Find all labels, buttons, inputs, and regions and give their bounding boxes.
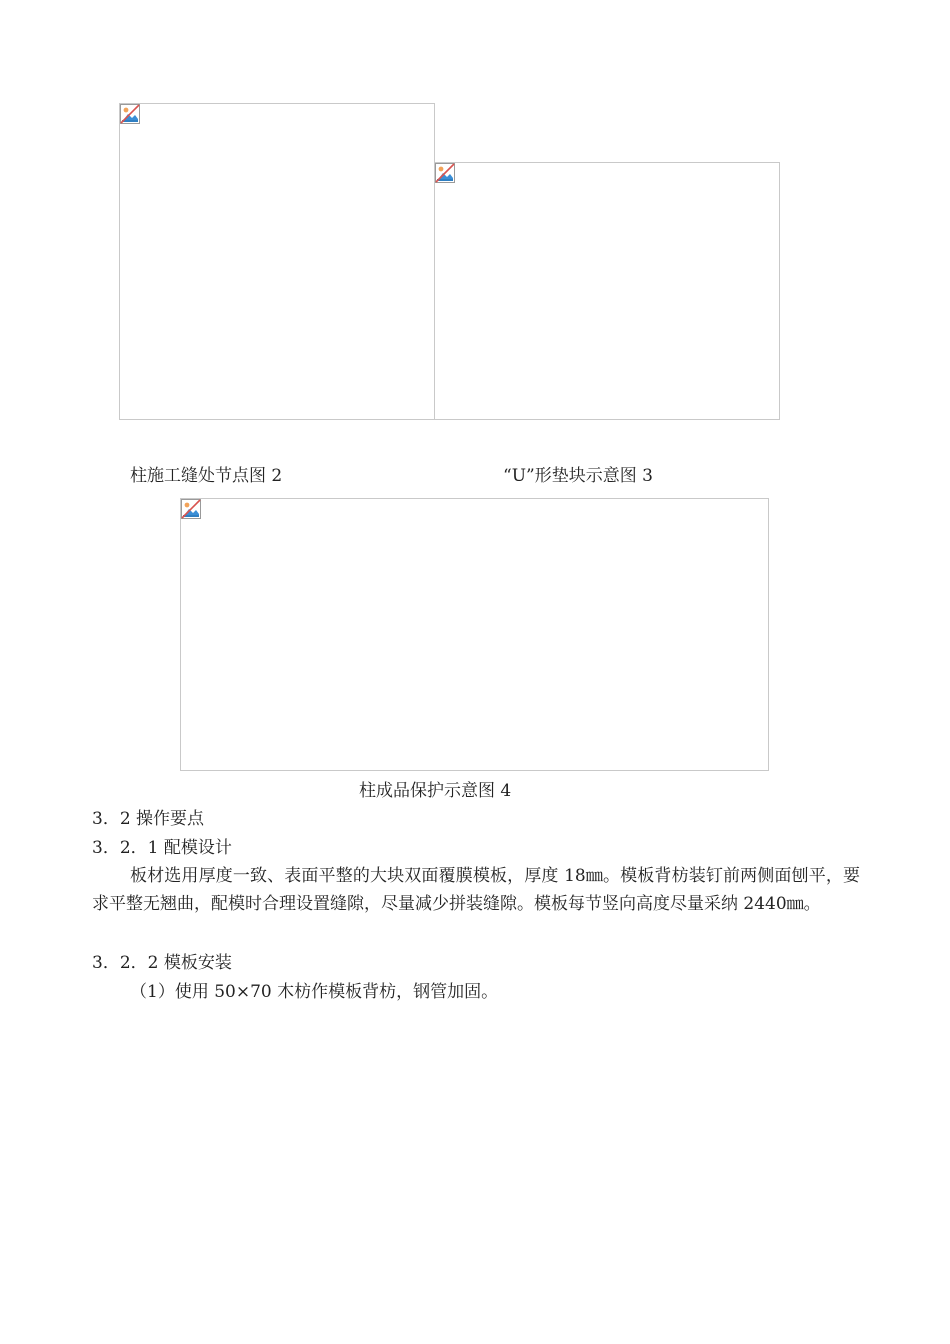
section-3-2-2-item-1: （1）使用 50×70 木枋作模板背枋，钢管加固。 bbox=[130, 982, 499, 1002]
figure-1-image bbox=[119, 103, 435, 420]
section-heading-3-2-2: 3．2．2 模板安装 bbox=[92, 953, 232, 973]
figure-2-image bbox=[434, 162, 780, 420]
section-heading-3-2-1: 3．2．1 配模设计 bbox=[92, 838, 232, 858]
figure-3-caption: 柱成品保护示意图 4 bbox=[359, 781, 512, 801]
broken-image-icon bbox=[181, 499, 201, 519]
section-3-2-1-body: 板材选用厚度一致、表面平整的大块双面覆膜模板，厚度 18㎜。模板背枋装钉前两侧面刨平，要求平整无翘曲，配模时合理设置缝隙，尽量减少拼装缝隙。模板每节竖向高度尽量采纳 2440㎜。 bbox=[92, 866, 860, 914]
broken-image-icon bbox=[435, 163, 455, 183]
broken-image-icon bbox=[120, 104, 140, 124]
figure-2-caption: “U”形垫块示意图 3 bbox=[503, 466, 653, 486]
figure-1-caption: 柱施工缝处节点图 2 bbox=[130, 466, 283, 486]
figure-3-image bbox=[180, 498, 769, 771]
section-heading-3-2: 3．2 操作要点 bbox=[92, 809, 205, 829]
